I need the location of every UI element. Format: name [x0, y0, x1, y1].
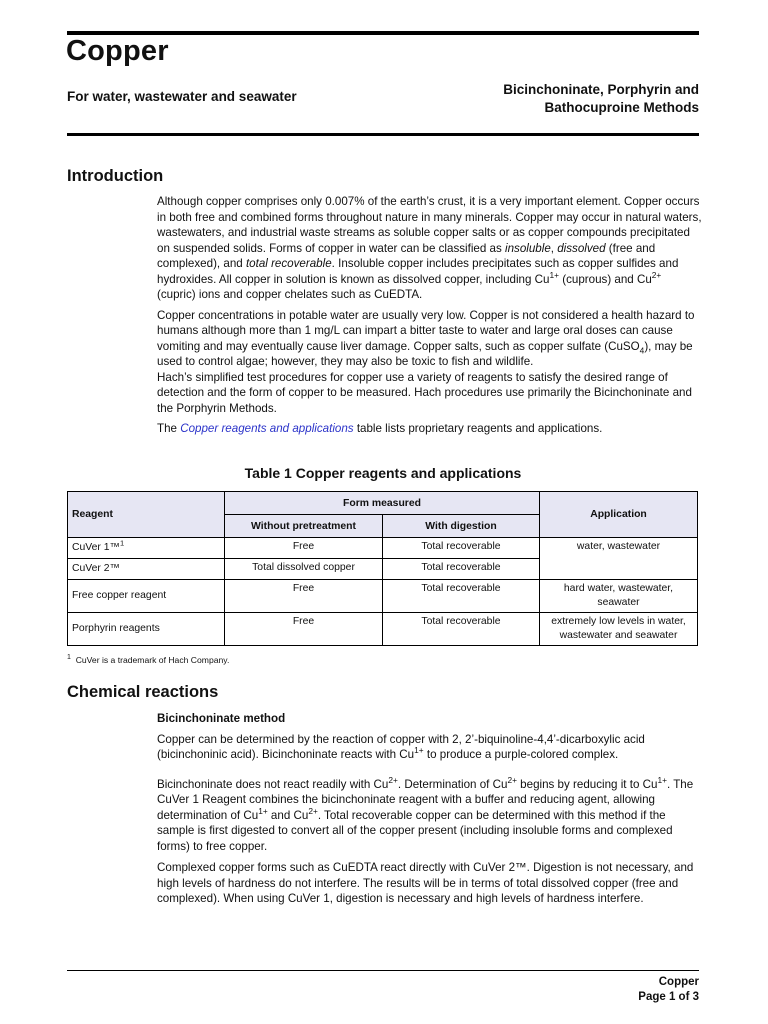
intro-paragraph-3: Hach’s simplified test procedures for copper use a variety of reagents to satisfy the desired range of detection and the form of copper to be measured. Hach procedures use primarily the Bicinchoninate and the Porphyrin Methods. [157, 370, 692, 415]
header-divider [67, 133, 699, 136]
application-cell: extremely low levels in water, wastewater and seawater [540, 613, 698, 646]
without-cell: Free [225, 613, 383, 646]
reagent-cell: Porphyrin reagents [68, 613, 225, 646]
header-with-digestion: With digestion [383, 515, 540, 538]
intro-paragraph-4: The Copper reagents and applications table lists proprietary reagents and applications. [157, 422, 603, 435]
page-number: Page 1 of 3 [638, 991, 699, 1003]
header-form-measured: Form measured [225, 492, 540, 515]
table-row [68, 613, 698, 646]
with-cell: Total recoverable [383, 559, 540, 580]
chemical-reactions-heading: Chemical reactions [67, 683, 219, 701]
table-footnote: $^1$ CuVer is a trademark of Hach Company. [67, 654, 230, 665]
table-link[interactable]: Copper reagents and applications [180, 422, 354, 435]
introduction-heading: Introduction [67, 167, 164, 185]
table-row [68, 580, 698, 613]
reagent-cell: Free copper reagent [68, 580, 225, 613]
without-cell: Total dissolved copper [225, 559, 383, 580]
methods-line-2: Bathocuproine Methods [544, 100, 699, 115]
application-cell: water, wastewater [540, 538, 698, 580]
reactions-paragraph-1: Copper can be determined by the reaction of copper with 2, 2’-biquinoline-4,4’-dicarboxylic acid (bicinchoninic acid). Bicinchoninate reacts with $Cu^{1+}$ to produce a purple-colored complex. [157, 732, 645, 761]
header-reagent: Reagent [68, 492, 225, 538]
reagent-cell: CuVer 1™$^1$ [68, 538, 225, 559]
without-cell: Free [225, 538, 383, 559]
intro-paragraph-1: Although copper comprises only 0.007% of the earth’s crust, it is a very important element. Copper occurs in both free and combined forms throughout nature in many minerals. Copper may occur in natural waters, wastewaters, and industrial waste streams as soluble copper salts or as copper compounds precipitated on suspended solids. Forms of copper in water can be classified as insoluble, dissolved (free and complexed), and total recoverable. Insoluble copper includes precipitates such as copper sulfides and hydroxides. All copper in solution is known as dissolved copper, including $Cu^{1+}$ (cuprous) and $Cu^{2+}$ (cupric) ions and copper chelates such as CuEDTA. [157, 195, 702, 301]
footer-title: Copper [658, 976, 699, 988]
page-title: Copper [66, 35, 169, 67]
footer-rule [67, 970, 699, 971]
table-row [68, 538, 698, 559]
reactions-paragraph-3: Complexed copper forms such as CuEDTA react directly with CuVer 2™. Digestion is not necessary, and high levels of hardness do not interfere. The results will be in terms of total dissolved copper (free and complexed). When using CuVer 1, digestion is necessary and high levels of hardness interfere. [157, 861, 694, 905]
with-cell: Total recoverable [383, 580, 540, 613]
methods-line-1: Bicinchoninate, Porphyrin and [503, 82, 699, 97]
with-cell: Total recoverable [383, 538, 540, 559]
application-cell: hard water, wastewater, seawater [540, 580, 698, 613]
introduction-body [157, 194, 702, 442]
header-without-pretreatment: Without pretreatment [225, 515, 383, 538]
reactions-paragraph-2: Bicinchoninate does not react readily with $Cu^{2+}$. Determination of $Cu^{2+}$ begins by reducing it to $Cu^{1+}$. The CuVer 1 Reagent combines the bicinchoninate reagent with a buffer and reducing agent, allowing determination of $Cu^{1+}$ and $Cu^{2+}$. Total recoverable copper can be determined with this method if the sample is first digested to convert all of the copper present (including insoluble forms and complexed forms) to free copper. [157, 774, 694, 853]
reagent-cell: CuVer 2™ [68, 559, 225, 580]
methods-title [379, 81, 699, 117]
bicinchoninate-subheading: Bicinchoninate method [157, 712, 286, 725]
table-caption: Table 1 Copper reagents and applications [244, 465, 522, 481]
with-cell: Total recoverable [383, 613, 540, 646]
without-cell: Free [225, 580, 383, 613]
reagents-table [67, 491, 698, 646]
header-application: Application [540, 492, 698, 538]
intro-paragraph-2: Copper concentrations in potable water are usually very low. Copper is not considered a health hazard to humans although more than 1 mg/L can impart a bitter taste to water and large oral doses can cause vomiting and may eventually cause liver damage. Copper salts, such as copper sulfate (CuSO$_4$), may be used to control algae; however, they may also be toxic to fish and wildlife. [157, 308, 695, 368]
page-footer [638, 975, 699, 1005]
subtitle: For water, wastewater and seawater [67, 89, 297, 104]
chemical-reactions-body [157, 711, 702, 912]
